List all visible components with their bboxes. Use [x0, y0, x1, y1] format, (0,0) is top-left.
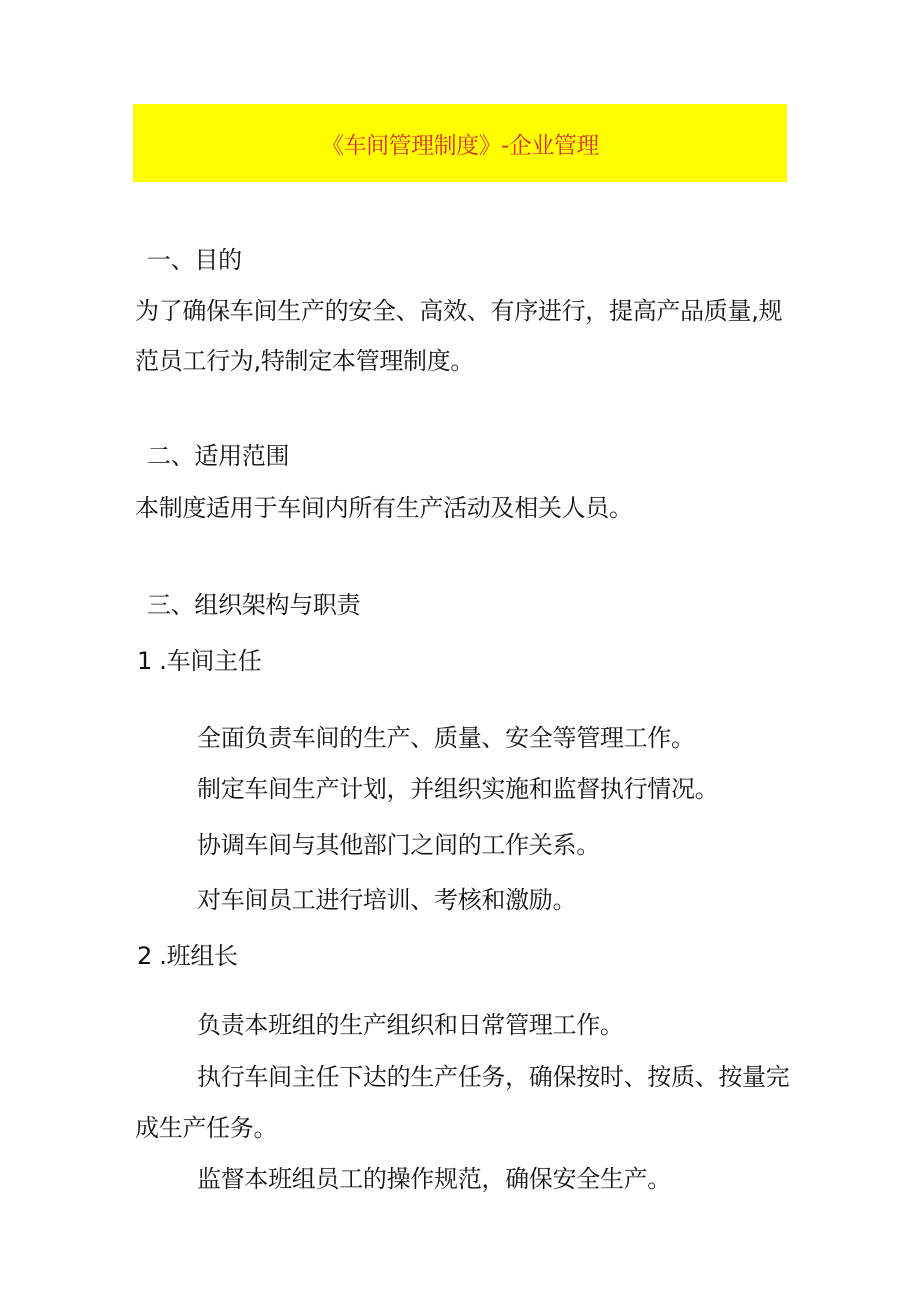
- section-heading-organization: 三、组织架构与职责: [147, 591, 361, 619]
- workshop-director-duty: 全面负责车间的生产、质量、安全等管理工作。: [197, 724, 695, 752]
- subheading-team-leader: 2 .班组长: [137, 942, 238, 970]
- section-heading-scope: 二、适用范围: [147, 442, 290, 470]
- document-title: 《车间管理制度》-企业管理: [321, 132, 599, 159]
- team-leader-duty: 执行车间主任下达的生产任务，确保按时、按质、按量完: [197, 1063, 790, 1091]
- subheading-workshop-director: 1 .车间主任: [137, 647, 262, 675]
- team-leader-duty: 负责本班组的生产组织和日常管理工作。: [197, 1011, 624, 1039]
- workshop-director-duty: 制定车间生产计划，并组织实施和监督执行情况。: [197, 775, 719, 803]
- workshop-director-duty: 对车间员工进行培训、考核和激励。: [197, 886, 577, 914]
- team-leader-duty: 监督本班组员工的操作规范，确保安全生产。: [197, 1165, 671, 1193]
- workshop-director-duty: 协调车间与其他部门之间的工作关系。: [197, 831, 600, 859]
- team-leader-duty-continuation: 成生产任务。: [135, 1114, 278, 1142]
- scope-body: 本制度适用于车间内所有生产活动及相关人员。: [135, 494, 633, 522]
- purpose-body-line-2: 范员工行为,特制定本管理制度。: [135, 347, 475, 375]
- title-banner: [133, 104, 787, 182]
- purpose-body-line-1: 为了确保车间生产的安全、高效、有序进行，提高产品质量,规: [135, 297, 783, 325]
- section-heading-purpose: 一、目的: [147, 246, 242, 274]
